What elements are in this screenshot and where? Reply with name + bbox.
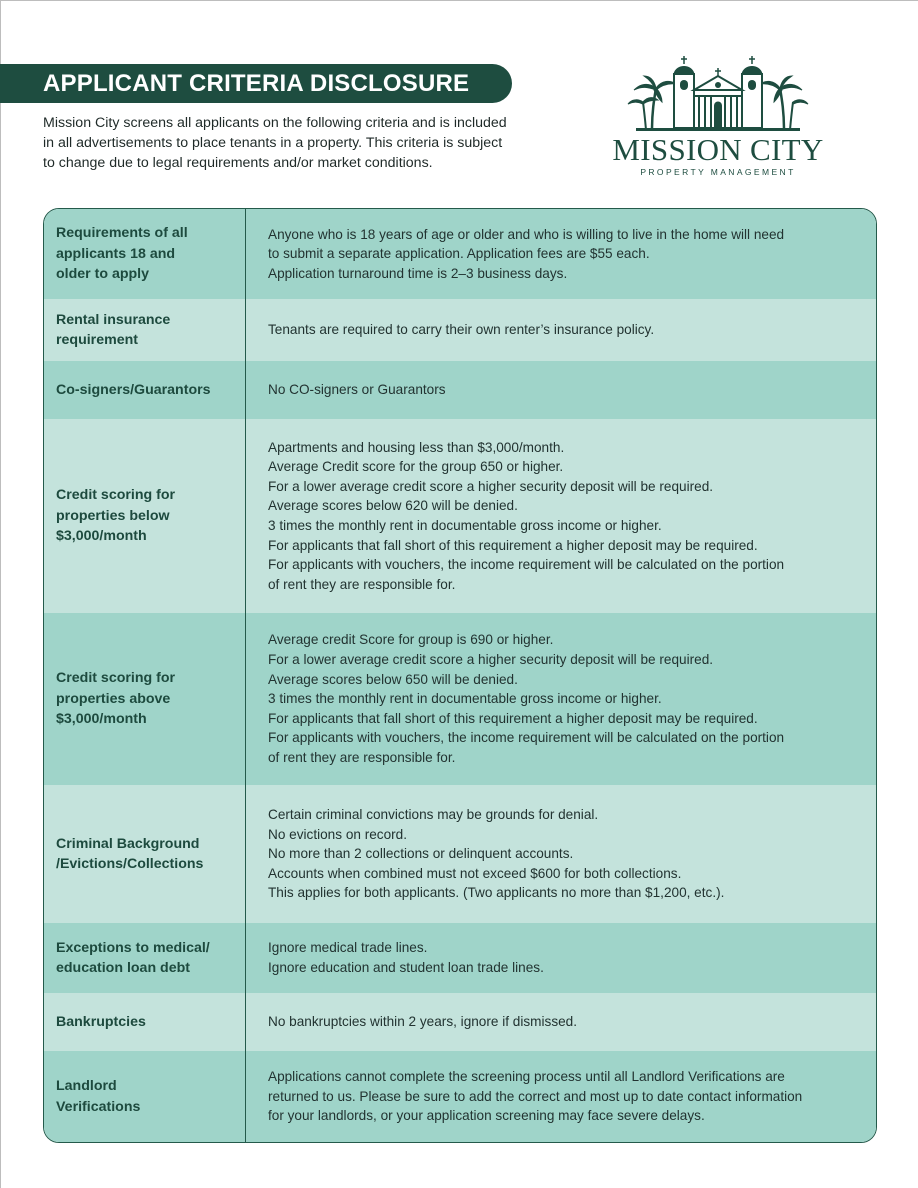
criteria-content-line: Certain criminal convictions may be grounds for denial.: [268, 807, 599, 823]
logo-subtitle: PROPERTY MANAGEMENT: [640, 167, 796, 177]
criteria-content-line: Applications cannot complete the screening process until all Landlord Verifications are: [268, 1069, 785, 1085]
company-logo: [596, 50, 840, 180]
criteria-content: [246, 1051, 876, 1142]
criteria-label: [44, 361, 246, 419]
criteria-label: [44, 993, 246, 1051]
mission-building-with-palms-icon: [596, 50, 840, 134]
criteria-content-line: 3 times the monthly rent in documentable gross income or higher.: [268, 691, 662, 707]
criteria-content-line: For applicants with vouchers, the income requirement will be calculated on the portion: [268, 557, 785, 573]
criteria-content-line: For a lower average credit score a higher security deposit will be required.: [268, 652, 714, 668]
criteria-content-line: For applicants that fall short of this requirement a higher deposit may be required.: [268, 537, 758, 553]
criteria-content: [246, 993, 876, 1051]
criteria-content: [246, 419, 876, 613]
criteria-content-line: No evictions on record.: [268, 826, 408, 842]
criteria-row-landlord-verifications: [44, 1051, 876, 1142]
criteria-label-line: Criminal Background: [56, 835, 200, 852]
criteria-row-credit-above: [44, 613, 876, 785]
criteria-label-line: Bankruptcies: [56, 1013, 146, 1030]
criteria-label-line: Landlord: [56, 1078, 117, 1094]
criteria-content: [246, 613, 876, 785]
criteria-row-loan-exceptions: [44, 923, 876, 993]
criteria-content-line: Average Credit score for the group 650 or higher.: [268, 459, 564, 475]
criteria-content-line: 3 times the monthly rent in documentable gross income or higher.: [268, 518, 662, 533]
intro-line: to change due to legal requirements and/or market conditions.: [43, 155, 433, 171]
criteria-content-line: Application turnaround time is 2–3 business days.: [268, 265, 568, 281]
intro-line: in all advertisements to place tenants in a property. This criteria is subject: [43, 135, 503, 151]
criteria-label-line: properties below: [56, 507, 170, 524]
criteria-label-line: Credit scoring for: [56, 670, 176, 687]
criteria-label-line: applicants 18 and: [56, 245, 176, 262]
criteria-label-line: $3,000/month: [56, 528, 147, 545]
criteria-label-line: properties above: [56, 690, 171, 707]
criteria-row-criminal-background: [44, 785, 876, 923]
criteria-label-line: Co-signers/Guarantors: [56, 381, 211, 398]
criteria-label: [44, 613, 246, 785]
criteria-content-line: This applies for both applicants. (Two applicants no more than $1,200, etc.).: [268, 885, 725, 901]
criteria-label-line: /Evictions/Collections: [56, 856, 204, 872]
criteria-content-line: No bankruptcies within 2 years, ignore if dismissed.: [268, 1014, 578, 1030]
criteria-label-line: Requirements of all: [56, 225, 188, 242]
criteria-content-line: returned to us. Please be sure to add the correct and most up to date contact information: [268, 1088, 803, 1104]
criteria-content-line: of rent they are responsible for.: [268, 576, 456, 592]
criteria-content-line: of rent they are responsible for.: [268, 749, 456, 765]
criteria-content: [246, 785, 876, 923]
criteria-label: [44, 299, 246, 361]
criteria-content: [246, 209, 876, 299]
criteria-content: [246, 299, 876, 361]
criteria-content-line: Average credit Score for group is 690 or higher.: [268, 632, 554, 648]
page-title: APPLICANT CRITERIA DISCLOSURE: [0, 64, 512, 103]
criteria-label-line: Exceptions to medical/: [56, 939, 210, 956]
criteria-table: [43, 208, 877, 1143]
criteria-row-cosigners: [44, 361, 876, 419]
criteria-content-line: For applicants with vouchers, the income requirement will be calculated on the portion: [268, 730, 785, 746]
criteria-content-line: Ignore education and student loan trade lines.: [268, 960, 544, 975]
criteria-label-line: Credit scoring for: [56, 487, 176, 504]
criteria-row-applicant-requirements: [44, 209, 876, 299]
criteria-content-line: Average scores below 650 will be denied.: [268, 671, 518, 687]
criteria-content-line: Apartments and housing less than $3,000/month.: [268, 439, 565, 455]
criteria-label: [44, 1051, 246, 1142]
criteria-content-line: Average scores below 620 will be denied.: [268, 498, 518, 514]
criteria-content-line: Anyone who is 18 years of age or older and who is willing to live in the home will need: [268, 226, 785, 242]
criteria-content-line: For applicants that fall short of this requirement a higher deposit may be required.: [268, 710, 758, 726]
intro-line: Mission City screens all applicants on the following criteria and is included: [43, 115, 507, 131]
criteria-content-line: for your landlords, or your application screening may face severe delays.: [268, 1108, 705, 1124]
intro-paragraph: [43, 113, 583, 173]
criteria-label-line: older to apply: [56, 266, 150, 283]
criteria-content-line: Accounts when combined must not exceed $600 for both collections.: [268, 865, 682, 881]
criteria-row-credit-below: [44, 419, 876, 613]
criteria-label-line: education loan debt: [56, 960, 190, 976]
criteria-content-line: Tenants are required to carry their own renter’s insurance policy.: [268, 322, 655, 338]
criteria-label: [44, 419, 246, 613]
page-border-top: [0, 0, 918, 1]
criteria-row-bankruptcies: [44, 993, 876, 1051]
criteria-label-line: Rental insurance: [56, 311, 171, 328]
criteria-label: [44, 209, 246, 299]
criteria-content: [246, 923, 876, 993]
logo-name: MISSION CITY: [612, 132, 824, 167]
criteria-label-line: Verifications: [56, 1098, 141, 1115]
criteria-label: [44, 923, 246, 993]
criteria-content-line: Ignore medical trade lines.: [268, 940, 428, 956]
page-border-left: [0, 0, 1, 1188]
criteria-content-line: No CO-signers or Guarantors: [268, 382, 446, 398]
criteria-content-line: to submit a separate application. Application fees are $55 each.: [268, 246, 650, 262]
criteria-label-line: $3,000/month: [56, 711, 147, 728]
criteria-label-line: requirement: [56, 332, 138, 348]
criteria-content-line: No more than 2 collections or delinquent accounts.: [268, 846, 574, 862]
criteria-content: [246, 361, 876, 419]
criteria-label: [44, 785, 246, 923]
criteria-row-rental-insurance: [44, 299, 876, 361]
criteria-content-line: For a lower average credit score a higher security deposit will be required.: [268, 478, 714, 494]
